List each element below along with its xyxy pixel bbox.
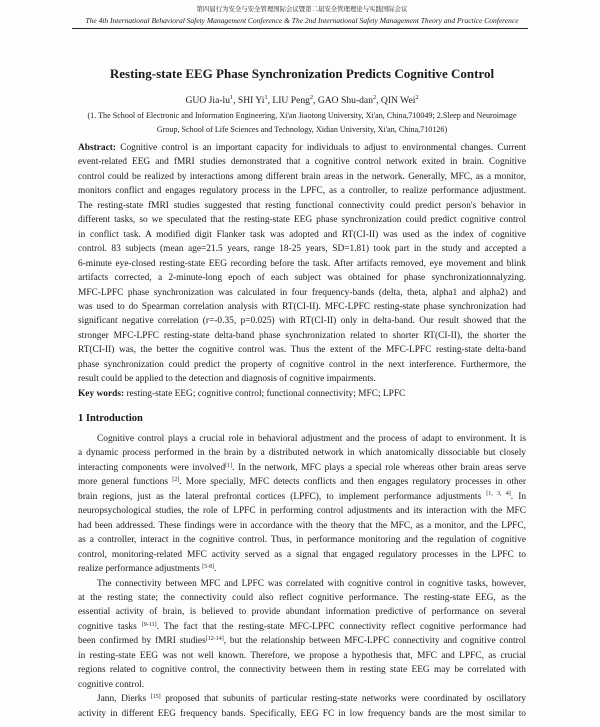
text-run: , LIU Peng: [267, 95, 310, 106]
text-run: cognitive tasks: [78, 621, 142, 632]
text-line: [78, 490, 526, 504]
text-run: as a controller, interact in the cognitive control. Thus, in performance monitoring and the regulation of cognitive: [78, 535, 526, 546]
text-run: in resting-state EEG was not well known. Therefore, we propose a hypothesis that, MFC and LPFC, as crucial: [78, 650, 526, 661]
introduction-body: [78, 432, 526, 721]
text-run: cognitive control.: [78, 679, 145, 690]
text-line: [78, 446, 526, 460]
text-run: regions related to cognitive control, the connectivity between them in resting state EEG may be correlated with: [78, 665, 526, 676]
text-line: [78, 329, 526, 343]
paragraph: [78, 141, 526, 387]
text-run: . More specially, MFC detects conflicts and then engages regulatory processes in other: [179, 477, 526, 488]
text-line: [78, 242, 526, 256]
text-run: RT(CI-II) was, the better the cognitive control was. Thus the extent of the MFC-LPFC resting-state delta-band: [78, 345, 526, 356]
text-line: [78, 432, 526, 446]
text-run: . In: [510, 491, 527, 502]
text-line: [78, 170, 526, 184]
citation-superscript: [1, 3, 4]: [486, 491, 511, 498]
text-run: , SHI Yi: [233, 95, 265, 106]
header-rule: [72, 28, 528, 29]
text-run: control. 83 subjects (mean age=21.5 years, range 18-25 years, SD=1.81) took part in the study and accepted a: [78, 244, 526, 255]
text-run: control could be realized by interactions among different brain areas in the network. Generally, MFC, as a monitor,: [78, 171, 526, 182]
text-run: in conflict task. A modified digit Flanker task was adopted and RT(CI-II) was used as the index of cognitive: [78, 229, 526, 240]
text-line: [78, 213, 526, 227]
text-line: [78, 678, 526, 692]
text-line: [78, 562, 526, 576]
bold-label: Abstract:: [78, 143, 117, 153]
text-run: at the resting state; the connectivity could also reflect cognitive performance. The resting-state EEG, as the: [78, 592, 526, 603]
text-run: essential activity of brain, is believed to provide abundant information predictive of performance on several: [78, 607, 526, 618]
text-line: [78, 184, 526, 198]
text-line: [78, 634, 526, 648]
text-line: [78, 548, 526, 562]
text-run: more general functions: [78, 477, 173, 488]
text-run: different tasks, so we speculated that the resting-state EEG phase synchronization could predict cognitive control: [78, 215, 526, 226]
text-run: resting-state EEG; cognitive control; functional connectivity; MFC; LPFC: [124, 388, 406, 399]
text-line: [78, 141, 526, 155]
affiliations: [70, 109, 534, 136]
text-line: [78, 620, 526, 634]
text-run: 6-minute eye-closed resting-state EEG recording before the task. After artifacts removed, eye movement and blink: [78, 258, 526, 269]
text-run: monitors conflict and engages regulatory process in the LPFC, as a controller, to realize performance adjustment.: [78, 186, 526, 197]
text-run: MFC-LPFC phase synchronization was calculated in four frequency-bands (delta, theta, alpha1 and alpha2) and: [78, 287, 526, 298]
text-line: [78, 519, 526, 533]
text-run: proposed that subunits of particular resting-state networks were coordinated by oscillatory: [160, 694, 526, 705]
text-line: [78, 300, 526, 314]
text-line: [78, 155, 526, 169]
text-line: [78, 461, 526, 475]
text-run: , but the relationship between MFC-LPFC connectivity and cognitive control: [223, 636, 526, 647]
text-run: realize performance adjustments: [78, 564, 203, 575]
section-heading: 1 Introduction: [78, 413, 143, 424]
text-run: .: [214, 564, 217, 575]
text-line: [78, 271, 526, 285]
affiliation-superscript: 1: [264, 94, 268, 102]
affiliation-superscript: 2: [415, 94, 419, 102]
text-run: Cognitive control plays a crucial role in behavioral adjustment and the process of adapt to environment. It is: [97, 434, 526, 444]
text-line: [78, 533, 526, 547]
paper-title: Resting-state EEG Phase Synchronization Predicts Cognitive Control: [109, 66, 495, 81]
text-run: neuropsychological studies, the role of LPFC in performing control adjustments and its interaction with the MFC: [78, 506, 526, 517]
paragraph: [78, 692, 526, 721]
affiliation-superscript: 2: [309, 94, 314, 102]
text-run: , GAO Shu-dan: [313, 95, 373, 106]
paragraph: [78, 577, 526, 693]
text-run: been confirmed by fMRI studies: [78, 636, 206, 647]
text-run: event-related EEG and fMRI studies demonstrated that a cognitive control network exited in brain. Cognitive: [78, 157, 526, 168]
citation-superscript: [12-14]: [205, 635, 224, 642]
affiliation-line: Group, School of Life Sciences and Technology, Xidian University, Xi'an, China,710126): [156, 124, 448, 134]
conference-header-cn: 第四届行为安全与安全管理国际会议暨第二届安全管理理论与实践国际会议: [196, 6, 408, 13]
text-line: [78, 475, 526, 489]
text-run: control, monitoring-related MFC activity served as a signal that engaged regulatory processes in the LPFC to: [78, 549, 526, 560]
abstract: [78, 141, 526, 401]
text-run: . In the network, MFC plays a special role whereas other brain areas serve: [232, 462, 526, 473]
affiliation-line: (1. The School of Electronic and Information Engineering, Xi'an Jiaotong University, Xi'an, China,710049; 2.Sleep and Neuroimage: [87, 111, 517, 120]
text-run: activity in different EEG frequency bands. Specifically, EEG FC in low frequency bands are the most similar to: [78, 708, 526, 719]
citation-superscript: [15]: [150, 693, 161, 700]
paragraph: [78, 387, 526, 401]
text-line: [78, 372, 526, 386]
text-line: [78, 257, 526, 271]
text-run: stronger MFC-LPFC resting-state delta-band phase synchronization related to shorter RT(CI-II), the shorter the: [78, 330, 526, 341]
conference-header-en: The 4th International Behavioral Safety Management Conference & The 2nd International Safety Management Theory and Practice Conference: [85, 16, 519, 25]
citation-superscript: [5-8]: [202, 563, 215, 570]
text-line: [78, 692, 526, 706]
paragraph: [78, 432, 526, 577]
text-run: had been addressed. These findings were in accordance with the theory that the MFC, as a monitor, and the LPFC,: [78, 520, 526, 531]
text-run: The resting-state fMRI studies suggested that resting functional connectivity could predict person's behavior in: [78, 200, 526, 211]
text-run: phase synchronization could predict the property of cognitive control in the next interference. Furthermore, the: [78, 359, 526, 370]
author-list: [78, 95, 526, 107]
bold-label: Key words:: [78, 388, 125, 399]
text-line: [78, 387, 526, 401]
text-line: [78, 228, 526, 242]
text-run: interacting components were involved: [78, 462, 226, 473]
text-line: [78, 286, 526, 300]
citation-superscript: [1]: [225, 462, 233, 469]
text-line: [78, 663, 526, 677]
text-run: . The fact that the resting-state MFC-LPFC connectivity reflect cognitive performance had: [156, 621, 527, 632]
text-line: [78, 605, 526, 619]
text-line: [78, 343, 526, 357]
text-run: was used to do Spearman correlation analysis with RT(CI-II). MFC-LPFC resting-state phase synchronization had: [78, 301, 526, 312]
text-run: result could be applied to the detection and diagnosis of cognitive impairments.: [78, 374, 376, 385]
text-run: , QIN Wei: [376, 95, 416, 106]
text-line: [78, 199, 526, 213]
text-line: [78, 504, 526, 518]
text-line: [78, 358, 526, 372]
text-run: artifacts corrected, a 2-minute-long epoch of each subject was obtained for phase synchronizationnalyzing.: [78, 273, 526, 284]
text-run: Jann, Dierks: [97, 694, 151, 705]
citation-superscript: [9-11]: [141, 621, 157, 628]
affiliation-superscript: 2: [373, 94, 377, 102]
text-run: The connectivity between MFC and LPFC was correlated with cognitive control in cognitive tasks, however,: [97, 578, 526, 589]
affiliation-superscript: 1: [230, 94, 234, 102]
text-run: significant negative correlation (r=-0.35, p=0.025) with RT(CI-II) only in delta-band. Our result showed that the: [78, 316, 526, 327]
text-line: [78, 649, 526, 663]
text-line: [78, 707, 526, 721]
citation-superscript: [2]: [172, 476, 180, 483]
text-run: a dynamic process performed in the brain by a distributed network in which anatomically dissociable but closely: [78, 448, 526, 459]
text-line: [78, 314, 526, 328]
text-line: [78, 577, 526, 591]
text-run: brain regions, just as the lateral prefrontal cortices (LPFC), to implement performance adjustments: [78, 491, 487, 502]
text-run: Cognitive control is an important capacity for individuals to adjust to environmental changes. Current: [116, 143, 526, 153]
text-line: [78, 591, 526, 605]
text-run: GUO Jia-lu: [185, 95, 230, 106]
